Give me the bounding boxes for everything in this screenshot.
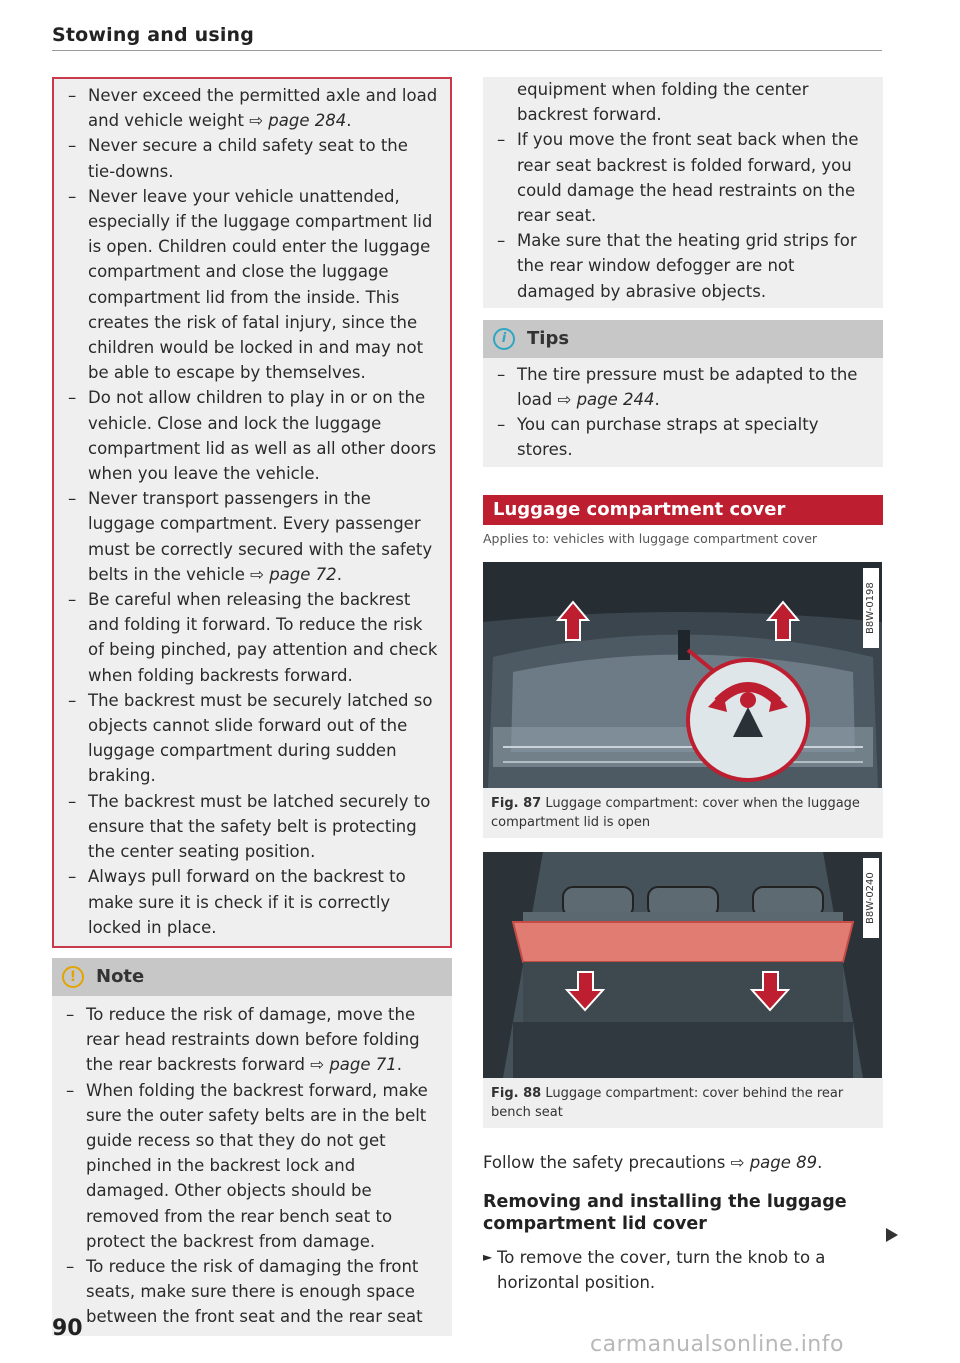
- warning-box: [52, 77, 452, 948]
- left-column: [52, 77, 452, 1336]
- note-item: – To reduce the risk of damage, move the rear head restraints down before folding the rear backrests forward ⇨ page 71.: [66, 1004, 420, 1075]
- note-continuation-box: [483, 77, 883, 308]
- figure-caption: [483, 788, 883, 838]
- note-item: – Make sure that the heating grid strips for the rear window defogger are not damaged by abrasive objects.: [497, 231, 857, 301]
- header-divider: [52, 50, 882, 51]
- page-reference-link[interactable]: ⇨ page 72: [250, 564, 337, 584]
- step-bullet-icon: ►: [483, 1249, 493, 1264]
- info-icon: i: [493, 328, 515, 350]
- page-number: 90: [52, 1316, 83, 1341]
- right-column: [483, 77, 883, 1295]
- tips-item: – The tire pressure must be adapted to the load ⇨ page 244.: [497, 364, 858, 410]
- exclamation-icon: !: [62, 966, 84, 988]
- page-reference-link[interactable]: ⇨ page 89: [730, 1152, 818, 1172]
- page-reference-link[interactable]: ⇨ page 284: [249, 111, 347, 131]
- figure-label: Fig. 87: [491, 795, 542, 811]
- tips-box: [483, 358, 883, 467]
- figure-caption-text: Luggage compartment: cover behind the rear bench seat: [491, 1085, 844, 1120]
- continue-arrow-icon: [886, 1228, 898, 1242]
- warning-item: – Never transport passengers in the luggage compartment. Every passenger must be correctly secured with the safety belts in the vehicle ⇨ page 72.: [68, 489, 433, 584]
- instruction-step: ► To remove the cover, turn the knob to a horizontal position.: [483, 1245, 883, 1295]
- note-item: – If you move the front seat back when the rear seat backrest is folded forward, you could damage the head restraints on the rear seat.: [497, 130, 859, 226]
- applies-to-note: Applies to: vehicles with luggage compartment cover: [483, 530, 818, 546]
- warning-item: – Never leave your vehicle unattended, especially if the luggage compartment lid is open. Children could enter the luggage compartment and close the luggage compartment lid from the inside. This creates the risk of fatal injury, since the children would be locked in and may not be able to escape by themselves.: [68, 186, 433, 383]
- note-title: Note: [96, 966, 145, 988]
- tips-header: [483, 320, 883, 358]
- note-item: – When folding the backrest forward, make sure the outer safety belts are in the belt guide recess so that they do not get pinched in the backrest lock and damaged. Other objects should be removed from the rear bench seat to protect the backrest from damage.: [66, 1080, 428, 1251]
- section-heading: Luggage compartment cover: [483, 495, 883, 525]
- tips-item: – You can purchase straps at specialty stores.: [497, 415, 819, 460]
- note-box: [52, 996, 452, 1336]
- warning-item: – Be careful when releasing the backrest and folding it forward. To reduce the risk of being pinched, pay attention and check when folding backrests forward.: [68, 590, 438, 685]
- warning-item: – Never secure a child safety seat to the tie-downs.: [68, 136, 408, 181]
- figure-88-image: [483, 852, 882, 1078]
- subsection-heading: Removing and installing the luggage compartment lid cover: [483, 1191, 847, 1234]
- warning-item: – The backrest must be latched securely to ensure that the safety belt is protecting the center seating position.: [68, 791, 431, 862]
- figure-87-image: [483, 562, 882, 788]
- note-continuation-text: equipment when folding the center backrest forward.: [517, 80, 809, 125]
- page-reference-link[interactable]: ⇨ page 71: [310, 1055, 397, 1075]
- warning-item: – Do not allow children to play in or on the vehicle. Close and lock the luggage compartment lid as well as all other doors when you leave the vehicle.: [68, 388, 437, 484]
- figure-id-label: B8W-0198: [863, 568, 879, 648]
- warning-item: – Always pull forward on the backrest to make sure it is check if it is correctly locked in place.: [68, 867, 406, 937]
- warning-item: – Never exceed the permitted axle and load and vehicle weight ⇨ page 284.: [68, 86, 438, 131]
- safety-precaution-paragraph: Follow the safety precautions ⇨ page 89.: [483, 1152, 823, 1172]
- page-header-title: Stowing and using: [52, 24, 255, 46]
- watermark: carmanualsonline.info: [590, 1332, 844, 1357]
- warning-item: – The backrest must be securely latched so objects cannot slide forward out of the luggage compartment during sudden braking.: [68, 690, 433, 786]
- page-reference-link[interactable]: ⇨ page 244: [557, 390, 655, 410]
- figure-label: Fig. 88: [491, 1085, 542, 1101]
- note-header: [52, 958, 452, 996]
- tips-title: Tips: [527, 328, 570, 350]
- figure-id-label: B8W-0240: [863, 858, 879, 938]
- luggage-cover-behind-seat-illustration: [483, 852, 882, 1078]
- luggage-cover-open-illustration: [483, 562, 882, 788]
- figure-caption: [483, 1078, 883, 1128]
- note-item: – To reduce the risk of damaging the front seats, make sure there is enough space between the front seat and the rear seat: [66, 1256, 423, 1327]
- figure-caption-text: Luggage compartment: cover when the luggage compartment lid is open: [491, 795, 860, 830]
